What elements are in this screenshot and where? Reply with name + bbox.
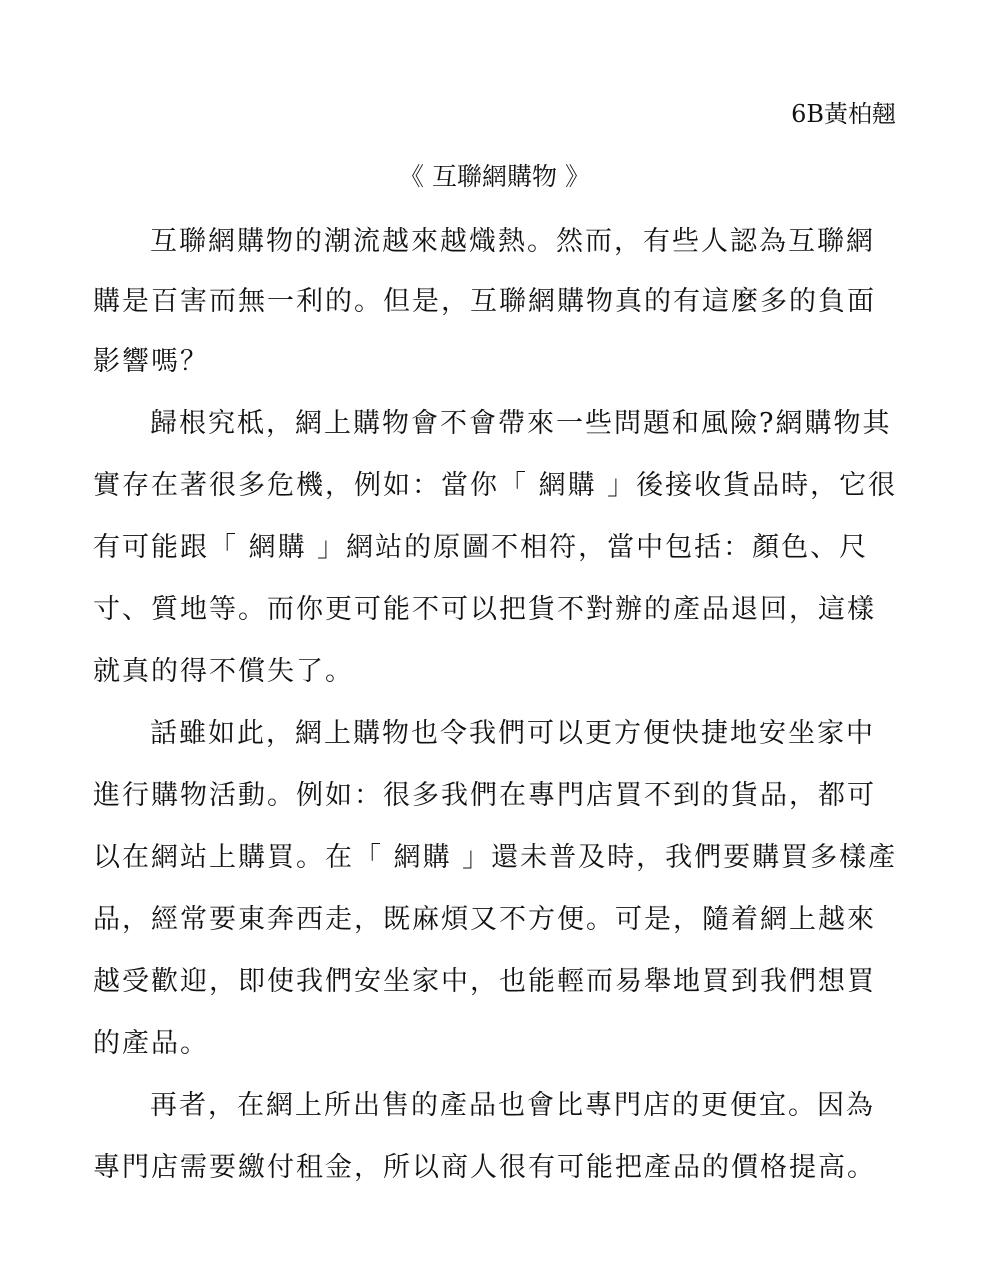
paragraph-3-line-5: 越受歡迎，即使我們安坐家中，也能輕而易舉地買到我們想買	[93, 966, 876, 997]
paragraph-2-line-3: 有可能跟「 網購 」網站的原圖不相符，當中包括：顏色、尺	[93, 532, 869, 563]
paragraph-2-line-1: 歸根究柢，網上購物會不會帶來一些問題和風險?網購物其	[150, 408, 892, 439]
paragraph-1-line-1: 互聯網購物的潮流越來越熾熱。然而，有些人認為互聯網	[150, 226, 875, 257]
paragraph-4-line-1: 再者，在網上所出售的產品也會比專門店的更便宜。因為	[150, 1090, 875, 1121]
paragraph-3-line-1: 話雖如此，網上購物也令我們可以更方便快捷地安坐家中	[150, 718, 875, 749]
paragraph-3-line-3: 以在網站上購買。在「 網購 」還未普及時，我們要購買多樣產	[93, 842, 898, 873]
paragraph-2-line-4: 寸、質地等。而你更可能不可以把貨不對辦的產品退回，這樣	[93, 594, 876, 625]
author-line: 6B黃柏翹	[791, 100, 896, 128]
paragraph-4-line-2: 專門店需要繳付租金，所以商人很有可能把產品的價格提高。	[93, 1152, 876, 1183]
paragraph-2-line-2: 實存在著很多危機，例如：當你「 網購 」後接收貨品時，它很	[93, 470, 898, 501]
paragraph-1-line-2: 購是百害而無一利的。但是，互聯網購物真的有這麼多的負面	[93, 286, 876, 317]
essay-title: 《 互聯網購物 》	[399, 162, 590, 191]
paragraph-1-line-3: 影響嗎？	[93, 346, 209, 377]
paragraph-3-line-4: 品，經常要東奔西走，既麻煩又不方便。可是，隨着網上越來	[93, 904, 876, 935]
paragraph-3-line-2: 進行購物活動。例如：很多我們在專門店買不到的貨品，都可	[93, 780, 876, 811]
paragraph-2-line-5: 就真的得不償失了。	[93, 656, 354, 687]
paragraph-3-line-6: 的產品。	[93, 1028, 209, 1059]
